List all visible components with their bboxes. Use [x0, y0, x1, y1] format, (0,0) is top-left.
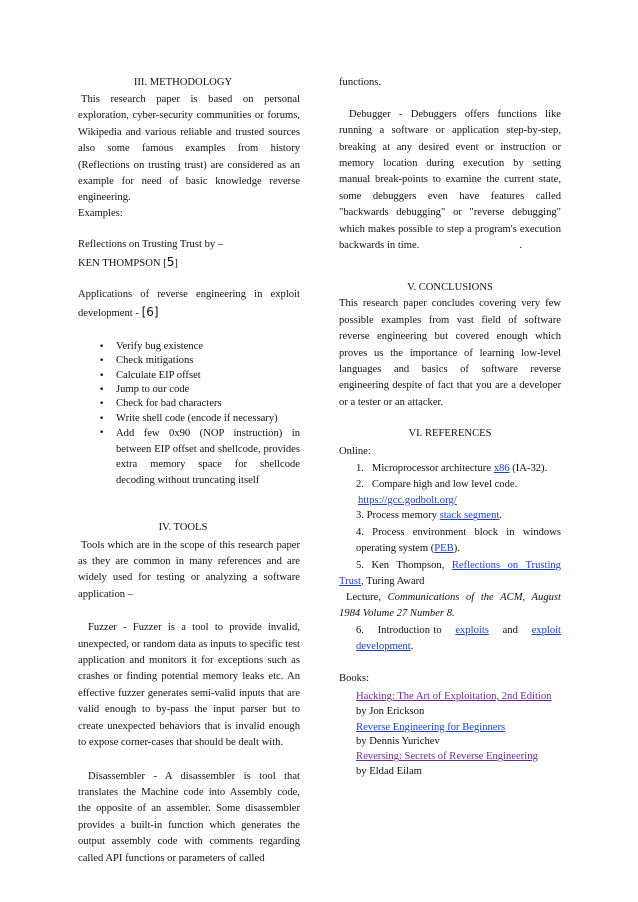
x86-link[interactable]: x86	[493, 463, 510, 475]
right-column	[339, 76, 561, 780]
reference-2: 2. Compare high and low level code.	[356, 478, 518, 490]
references-list	[339, 462, 561, 557]
book-title-hacking[interactable]: Hacking: The Art of Exploitation, 2nd Edition	[356, 691, 552, 703]
reference-3: 3. Process memory stack segment.	[356, 510, 502, 522]
reflections-line: Reflections on Trusting Trust by –	[78, 238, 224, 250]
citation-6: [6]	[141, 304, 159, 319]
exploits-link[interactable]: exploits	[455, 625, 489, 637]
references-heading: VI. REFERENCES	[408, 428, 492, 440]
reference-5: 5. Ken Thompson, Reflections on Trusting Trust, Turing Award	[339, 560, 561, 588]
methodology-heading: III. METHODOLOGY	[133, 77, 233, 88]
conclusions-body: This research paper concludes covering very few possible examples from vast field of software reverse engineering but covered enough which proves us the importance of learning low-level languages and basics of software reverse engineering despite of fact that you are a developer or a tester or an attacker.	[339, 298, 561, 408]
reflections-link[interactable]: Reflections on Trusting Trust	[339, 560, 561, 588]
stack-segment-link[interactable]: stack segment	[439, 510, 500, 522]
peb-link[interactable]: PEB	[434, 543, 454, 555]
list-item: • Add few 0x90 (NOP instruction) in between EIP offset and shellcode, provides extra memory space for shellcode decoding without truncating itself	[78, 426, 300, 489]
online-label: Online:	[339, 446, 371, 458]
list-item: • Write shell code (encode if necessary)	[78, 412, 300, 426]
reference-5-lecture: Lecture, Communications of the ACM, August 1984 Volume 27 Number 8.	[339, 592, 561, 620]
author-line: KEN THOMPSON [5]	[78, 255, 178, 270]
reference-1: 1. Microprocessor architecture x86 (IA-32).	[356, 463, 548, 475]
list-item: • Verify bug existence	[78, 340, 300, 354]
book-author: by Dennis Yurichev	[356, 736, 440, 748]
examples-label: Examples:	[78, 207, 123, 219]
functions-tail: functions.	[339, 77, 382, 88]
books-label: Books:	[339, 673, 370, 685]
books-list	[339, 690, 561, 780]
book-author: by Eldad Eilam	[356, 766, 422, 778]
disassembler-paragraph: Disassembler - A disassembler is tool that translates the Machine code into Assembly code, the opposite of an assembler. Some disassembler provides a built-in function which generates the output assembly code with comments regarding called API functions or parameters of called	[78, 770, 300, 864]
citation-5: 5	[166, 255, 175, 270]
reference-6: 6. Introduction to exploits and exploit development.	[356, 625, 562, 653]
methodology-body: This research paper is based on personal exploration, cyber-security communities or forums, Wikipedia and various reliable and trusted sources also some famous examples from history (Reflections on trusting trust) are considered as an example for need of basic knowledge reverse engineering.	[78, 94, 300, 204]
left-column	[78, 76, 300, 867]
reference-4: 4. Process environment block in windows operating system (PEB).	[356, 527, 561, 555]
list-item: • Check for bad characters	[78, 397, 300, 411]
list-item: • Jump to our code	[78, 383, 300, 397]
book-author: by Jon Erickson	[356, 705, 425, 717]
book-title-reverse-engineering[interactable]: Reverse Engineering for Beginners	[356, 721, 506, 733]
debugger-paragraph: Debugger - Debuggers offers functions like running a software or application step-by-step, breaking at any desired event or instruction or memory location during execution by setting manual break-points to examine the current state, some debuggers even have features called "backwards debugging" or "reverse debugging" which makes possible to step a program's execution backwards in time. .	[339, 108, 561, 252]
conclusions-heading: V. CONCLUSIONS	[407, 282, 493, 294]
tools-intro: Tools which are in the scope of this research paper as they are common in many references and are widely used for testing or analyzing a software application –	[78, 539, 300, 600]
exploit-development-link[interactable]: exploit development	[356, 625, 562, 653]
fuzzer-paragraph: Fuzzer - Fuzzer is a tool to provide invalid, unexpected, or random data as inputs to specific test application and monitors it for exceptions such as crashes or finding potential memory leaks etc. An effective fuzzer generates semi-valid inputs that are valid enough to by-pass the input parser but to create unexpected behaviors that is invalid enough to expose corner-cases that should be dealt with.	[78, 622, 300, 749]
steps-list	[78, 340, 300, 489]
list-item: • Calculate EIP offset	[78, 369, 300, 383]
list-item: • Check mitigations	[78, 354, 300, 368]
godbolt-link[interactable]: https://gcc.godbolt.org/	[358, 494, 457, 506]
applications-text: Applications of reverse engineering in exploit development - [6]	[78, 289, 300, 319]
tools-heading: IV. TOOLS	[158, 521, 208, 533]
book-title-reversing[interactable]: Reversing: Secrets of Reverse Engineering	[356, 751, 538, 763]
